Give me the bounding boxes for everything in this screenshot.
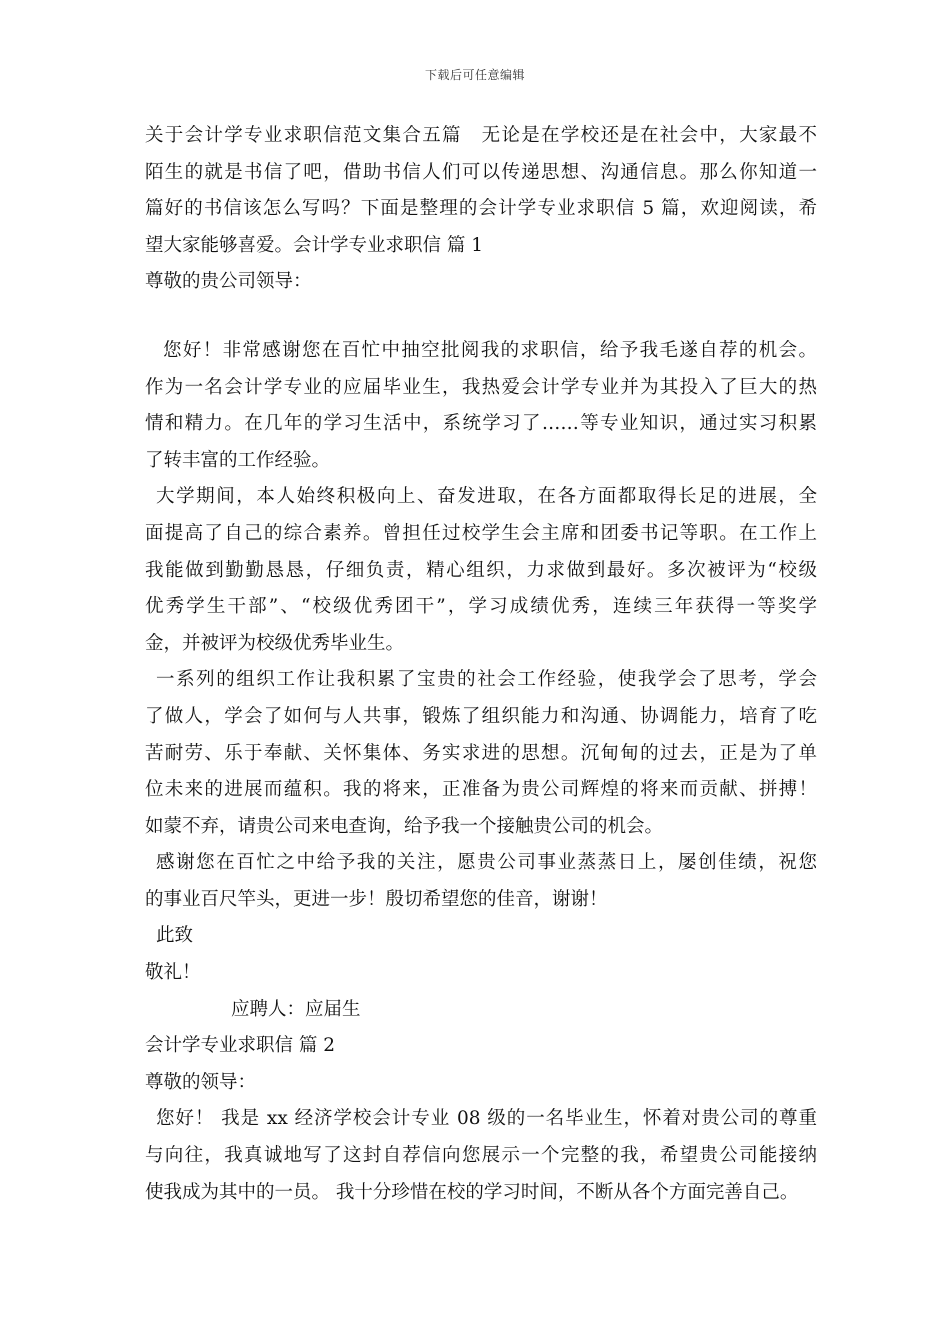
body-line: 的事业百尺竿头，更进一步！殷切希望您的佳音，谢谢！ <box>145 888 608 910</box>
body-line: 您好！非常感谢您在百忙中抽空批阅我的求职信，给予我毛遂自荐的机会。 <box>163 339 817 361</box>
body-line: 如蒙不弃，请贵公司来电查询，给予我一个接触贵公司的机会。 <box>145 815 664 837</box>
body-line: 情和精力。在几年的学习生活中，系统学习了……等专业知识，通过实习积累 <box>145 413 817 435</box>
body-line: 位未来的进展而蕴积。我的将来，正准备为贵公司辉煌的将来而贡献、拼搏！ <box>145 779 817 801</box>
body-line: 面提高了自己的综合素养。曾担任过校学生会主席和团委书记等职。在工作上 <box>145 522 817 544</box>
body-line: 一系列的组织工作让我积累了宝贵的社会工作经验，使我学会了思考，学会 <box>156 669 817 691</box>
body-line: 优秀学生干部”、“校级优秀团干”，学习成绩优秀，连续三年获得一等奖学 <box>145 596 817 618</box>
body-line: 作为一名会计学专业的应届毕业生，我热爱会计学专业并为其投入了巨大的热 <box>145 376 817 398</box>
body-line: 望大家能够喜爱。会计学专业求职信 篇 1 <box>145 234 484 256</box>
body-line: 了做人，学会了如何与人共事，锻炼了组织能力和沟通、协调能力，培育了吃 <box>145 705 817 727</box>
blank-gap <box>145 301 817 333</box>
closing-line: 此致 <box>156 925 194 947</box>
salutation: 尊敬的贵公司领导： <box>145 271 312 293</box>
body-line: 关于会计学专业求职信范文集合五篇 无论是在学校还是在社会中，大家最不 <box>145 125 817 146</box>
body-line: 您好！ 我是 xx 经济学校会计专业 08 级的一名毕业生，怀着对贵公司的尊重 <box>156 1108 817 1130</box>
salutation: 尊敬的领导： <box>145 1071 257 1093</box>
body-line: 大学期间，本人始终积极向上、奋发进取，在各方面都取得长足的进展，全 <box>156 486 817 508</box>
signature-line: 应聘人：应届生 <box>231 998 361 1020</box>
body-line: 陌生的就是书信了吧，借助书信人们可以传递思想、沟通信息。那么你知道一 <box>145 161 817 183</box>
section-heading: 会计学专业求职信 篇 2 <box>145 1035 336 1057</box>
body-line: 使我成为其中的一员。 我十分珍惜在校的学习时间，不断从各个方面完善自己。 <box>145 1181 799 1203</box>
body-line: 我能做到勤勤恳恳，仔细负责，精心组织，力求做到最好。多次被评为“校级 <box>145 559 817 581</box>
body-line: 了转丰富的工作经验。 <box>145 449 331 471</box>
body-line: 与向往，我真诚地写了这封自荐信向您展示一个完整的我，希望贵公司能接纳 <box>145 1145 817 1167</box>
header-note: 下载后可任意编辑 <box>424 68 525 82</box>
body-line: 感谢您在百忙之中给予我的关注，愿贵公司事业蒸蒸日上，屡创佳绩，祝您 <box>156 852 817 874</box>
body-line: 金，并被评为校级优秀毕业生。 <box>145 632 405 654</box>
body-line: 苦耐劳、乐于奉献、关怀集体、务实求进的思想。沉甸甸的过去，正是为了单 <box>145 742 817 764</box>
body-line: 篇好的书信该怎么写吗？下面是整理的会计学专业求职信 5 篇，欢迎阅读，希 <box>145 198 817 220</box>
document-body <box>145 118 817 1211</box>
closing-line: 敬礼！ <box>145 962 201 984</box>
